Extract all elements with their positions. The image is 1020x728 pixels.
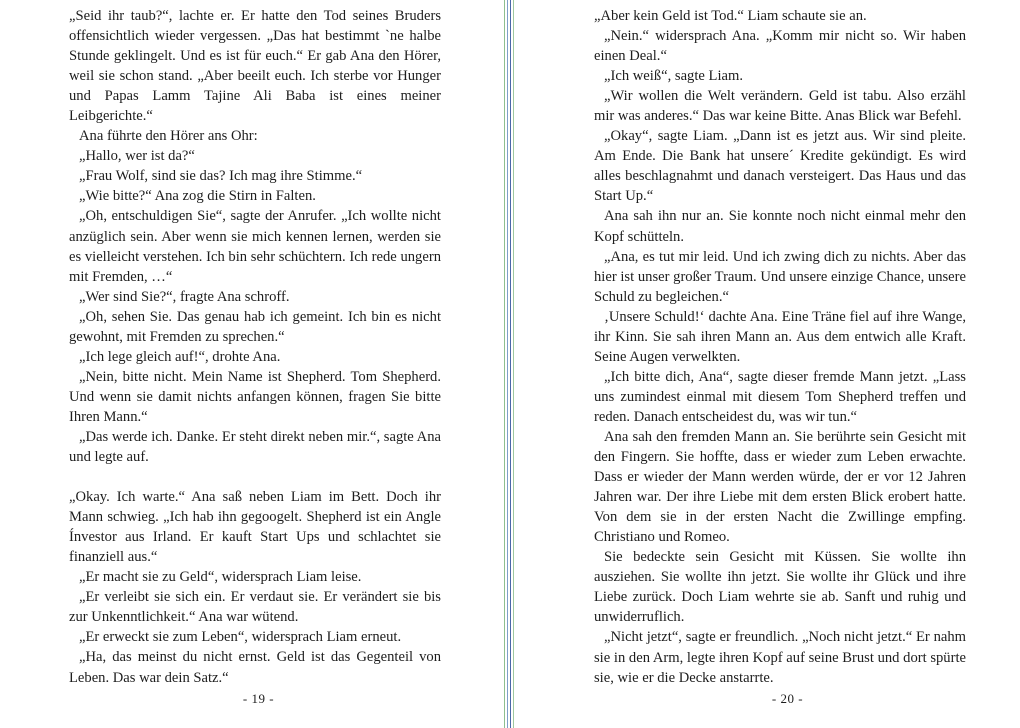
paragraph: „Er macht sie zu Geld“, widersprach Liam leise. — [79, 569, 362, 586]
paragraph: „Das werde ich. Danke. Er steht direkt neben mir.“, sagte Ana und legte auf. — [69, 428, 441, 466]
paragraph: „Nein, bitte nicht. Mein Name ist Shepherd. Tom Shepherd. Und wenn sie damit nichts anfangen können, fragen Sie bitte Ihren Mann.“ — [69, 368, 441, 425]
paragraph: „Wie bitte?“ Ana zog die Stirn in Falten. — [79, 188, 316, 205]
left-page-body — [69, 6, 441, 688]
gutter-line — [510, 0, 511, 728]
paragraph: ‚Unsere Schuld!‘ dachte Ana. Eine Träne fiel auf ihre Wange, ihr Kinn. Sie sah ihren Mann an. Aus dem entwich alle Kraft. Seine Augen verwelkten. — [594, 308, 966, 365]
paragraph: „Ha, das meinst du nicht ernst. Geld ist das Gegenteil von Leben. Das war dein Satz.“ — [69, 649, 441, 686]
right-page — [515, 0, 1020, 728]
paragraph: „Ana, es tut mir leid. Und ich zwing dich zu nichts. Aber das hier ist unser großer Traum. Und unsere einzige Chance, unsere Schuld zu begleichen.“ — [594, 248, 966, 305]
paragraph: Ana sah den fremden Mann an. Sie berührte sein Gesicht mit den Fingern. Sie hoffte, dass er wieder zum Leben erwachte. Dass er wieder der Mann werden würde, der er vor 12 Jahren Jahren war. Der ihre Liebe mit dem ersten Blick erobert hatte. Von dem sie in der ersten Nacht die Zwillinge empfing. Christiano und Romeo. — [594, 428, 966, 546]
page-number: - 19 - — [242, 691, 275, 706]
left-page — [0, 0, 505, 728]
gutter-line — [513, 0, 514, 728]
paragraph: „Hallo, wer ist da?“ — [79, 148, 195, 165]
paragraph: Ana sah ihn nur an. Sie konnte noch nicht einmal mehr den Kopf schütteln. — [594, 208, 966, 245]
right-page-body — [594, 6, 966, 688]
paragraph: „Oh, sehen Sie. Das genau hab ich gemeint. Ich bin es nicht gewohnt, mit Fremden zu sprechen.“ — [69, 308, 441, 345]
paragraph: „Okay. Ich warte.“ Ana saß neben Liam im Bett. Doch ihr Mann schwieg. „Ich hab ihn gegoogelt. Shepherd ist ein Angle Ínvestor aus Irland. Er kauft Start Ups und schlachtet sie finanziell aus.“ — [69, 489, 441, 566]
paragraph: „Oh, entschuldigen Sie“, sagte der Anrufer. „Ich wollte nicht anzüglich sein. Aber wenn sie mich kennen lernen, werden sie es vielleicht verstehen. Ich bin sehr schüchtern. Ich rede ungern mit Fremden, …“ — [69, 208, 441, 285]
book-gutter — [502, 0, 516, 728]
paragraph: „Wer sind Sie?“, fragte Ana schroff. — [79, 288, 290, 305]
paragraph: „Er erweckt sie zum Leben“, widersprach Liam erneut. — [79, 629, 402, 646]
paragraph: „Ich bitte dich, Ana“, sagte dieser fremde Mann jetzt. „Lass uns zumindest einmal mit diesem Tom Shepherd treffen und reden. Danach entscheidest du, was wir tun.“ — [594, 368, 966, 425]
gutter-line — [504, 0, 505, 728]
paragraph: „Okay“, sagte Liam. „Dann ist es jetzt aus. Wir sind pleite. Am Ende. Die Bank hat unsere´ Kredite gekündigt. Es wird alles beschlagnahmt und danach versteigert. Das Haus und das Start Up.“ — [594, 128, 966, 205]
paragraph: „Seid ihr taub?“, lachte er. Er hatte den Tod seines Bruders offensichtlich wieder vergessen. „Das hat bestimmt `ne halbe Stunde geklingelt. Und es ist für euch.“ Er gab Ana den Hörer, weil sie schon stand. „Aber beeilt euch. Ich sterbe vor Hunger und Papas Lamm Tajine Ali Baba ist eines meiner Leibgerichte.“ — [69, 8, 441, 125]
paragraph: „Nicht jetzt“, sagte er freundlich. „Noch nicht jetzt.“ Er nahm sie in den Arm, legte ihren Kopf auf seine Brust und dort spürte sie, wie er die Decke anstarrte. — [594, 629, 966, 686]
gutter-line — [507, 0, 508, 728]
paragraph: „Ich weiß“, sagte Liam. — [604, 68, 743, 85]
paragraph: „Ich lege gleich auf!“, drohte Ana. — [79, 348, 281, 365]
paragraph: „Frau Wolf, sind sie das? Ich mag ihre Stimme.“ — [79, 168, 363, 185]
paragraph: „Nein.“ widersprach Ana. „Komm mir nicht so. Wir haben einen Deal.“ — [594, 28, 966, 65]
page-number: - 20 - — [771, 691, 804, 706]
paragraph: Sie bedeckte sein Gesicht mit Küssen. Sie wollte ihn ausziehen. Sie wollte ihn jetzt. Sie wollte ihr Glück und ihre Liebe zurück. Doch Liam wehrte sie ab. Sanft und ruhig und unwiderruflich. — [594, 549, 966, 626]
paragraph: „Aber kein Geld ist Tod.“ Liam schaute sie an. — [594, 8, 867, 24]
paragraph: „Er verleibt sie sich ein. Er verdaut sie. Er verändert sie bis zur Unkenntlichkeit.“ Ana war wütend. — [69, 589, 441, 626]
paragraph: Ana führte den Hörer ans Ohr: — [79, 128, 258, 145]
paragraph: „Wir wollen die Welt verändern. Geld ist tabu. Also erzähl mir was anderes.“ Das war keine Bitte. Anas Blick war Befehl. — [594, 88, 966, 125]
